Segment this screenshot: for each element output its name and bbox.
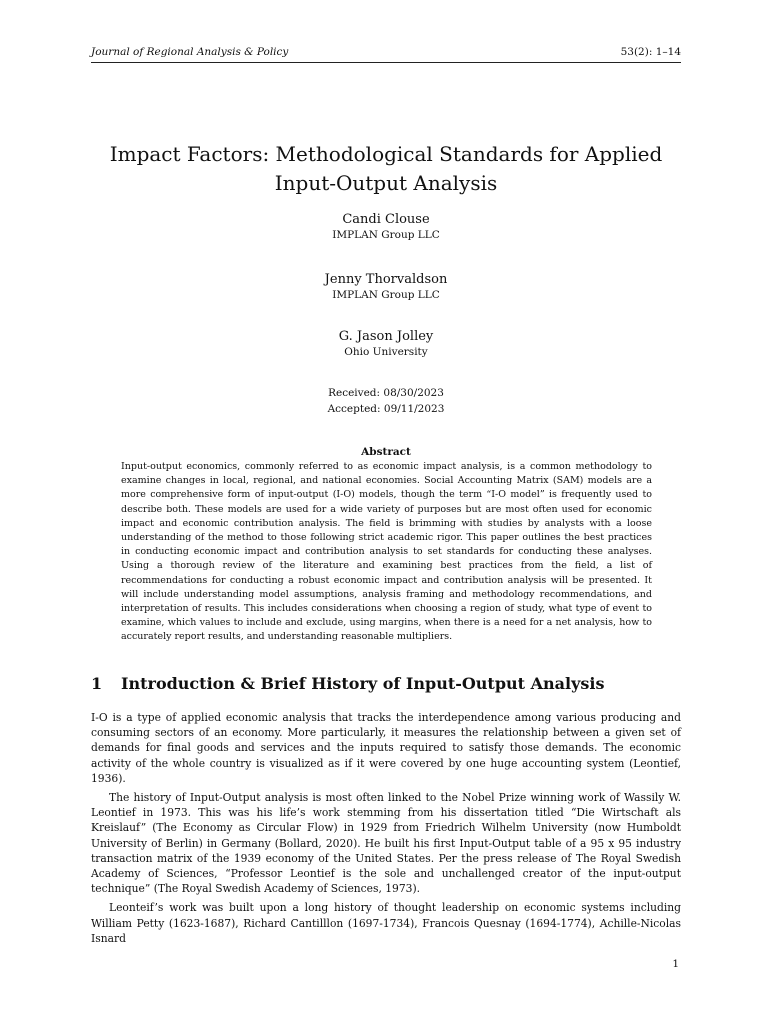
author-affiliation: Ohio University bbox=[344, 346, 428, 358]
running-header bbox=[91, 44, 681, 63]
author-block bbox=[91, 212, 681, 242]
abstract-heading: Abstract bbox=[361, 446, 411, 458]
section-heading bbox=[91, 674, 681, 693]
body-paragraph: I-O is a type of applied economic analysis that tracks the interdependence among various producing and consuming sectors of an economy. More particularly, it measures the relationship between a given set of demands for final goods and services and the inputs required to satisfy those demands. The economic activity of the whole country is visualized as if it were covered by one huge accounting system (Leontief, 1936). bbox=[91, 711, 681, 785]
section-number: 1 bbox=[91, 674, 103, 693]
body-paragraph: The history of Input-Output analysis is most often linked to the Nobel Prize winning work of Wassily W. Leontief in 1973. This was his life’s work stemming from his dissertation titled “Die Wirtschaft als Kreislauf” (The Economy as Circular Flow) in 1929 from Friedrich Wilhelm University (now Humboldt University of Berlin) in Germany (Bollard, 2020). He built his first Input-Output table of a 95 x 95 industry transaction matrix of the 1939 economy of the United States. Per the press release of The Royal Swedish Academy of Sciences, “Professor Leontief is the sole and unchallenged creator of the input-output technique” (The Royal Swedish Academy of Sciences, 1973). bbox=[91, 791, 681, 896]
author-name: G. Jason Jolley bbox=[338, 329, 434, 344]
section-body bbox=[91, 710, 681, 950]
author-name: Jenny Thorvaldson bbox=[324, 272, 448, 287]
volume-pages: 53(2): 1–14 bbox=[620, 46, 681, 58]
dates-block bbox=[91, 385, 681, 417]
author-block bbox=[91, 329, 681, 359]
paper-title bbox=[91, 140, 681, 198]
title-line-2: Input-Output Analysis bbox=[274, 171, 498, 195]
accepted-date: Accepted: 09/11/2023 bbox=[327, 403, 445, 415]
body-paragraph: Leonteif’s work was built upon a long history of thought leadership on economic systems including William Petty (1623-1687), Richard Cantilllon (1697-1734), Francois Quesnay (1694-1774), Achille-Nicolas Isnard bbox=[91, 901, 681, 945]
received-date: Received: 08/30/2023 bbox=[328, 387, 444, 399]
section-title: Introduction & Brief History of Input-Output Analysis bbox=[121, 674, 605, 693]
author-affiliation: IMPLAN Group LLC bbox=[332, 289, 440, 301]
title-line-1: Impact Factors: Methodological Standards for Applied bbox=[109, 142, 663, 166]
abstract-text: Input-output economics, commonly referred to as economic impact analysis, is a common methodology to examine changes in local, regional, and national economies. Social Accounting Matrix (SAM) models are a more comprehensive form of input-output (I-O) models, though the term “I-O model” is frequently used to describe both. These models are used for a wide variety of purposes but are most often used for economic impact and economic contribution analysis. The field is brimming with studies by analysts with a loose understanding of the method to those following strict academic rigor. This paper outlines the best practices in conducting economic impact and contribution analysis to set standards for conducting these analyses. Using a thorough review of the literature and examining best practices from the field, a list of recommendations for conducting a robust economic impact and contribution analysis will be presented. It will include understanding model assumptions, analysis framing and methodology recommendations, and interpretation of results. This includes considerations when choosing a region of study, what type of event to examine, which values to include and exclude, using margins, when there is a need for a net analysis, how to accurately report results, and understanding reasonable multipliers. bbox=[121, 461, 652, 643]
journal-name: Journal of Regional Analysis & Policy bbox=[91, 46, 289, 58]
page-number: 1 bbox=[672, 958, 679, 970]
author-name: Candi Clouse bbox=[342, 212, 430, 227]
author-block bbox=[91, 272, 681, 302]
author-affiliation: IMPLAN Group LLC bbox=[332, 229, 440, 241]
